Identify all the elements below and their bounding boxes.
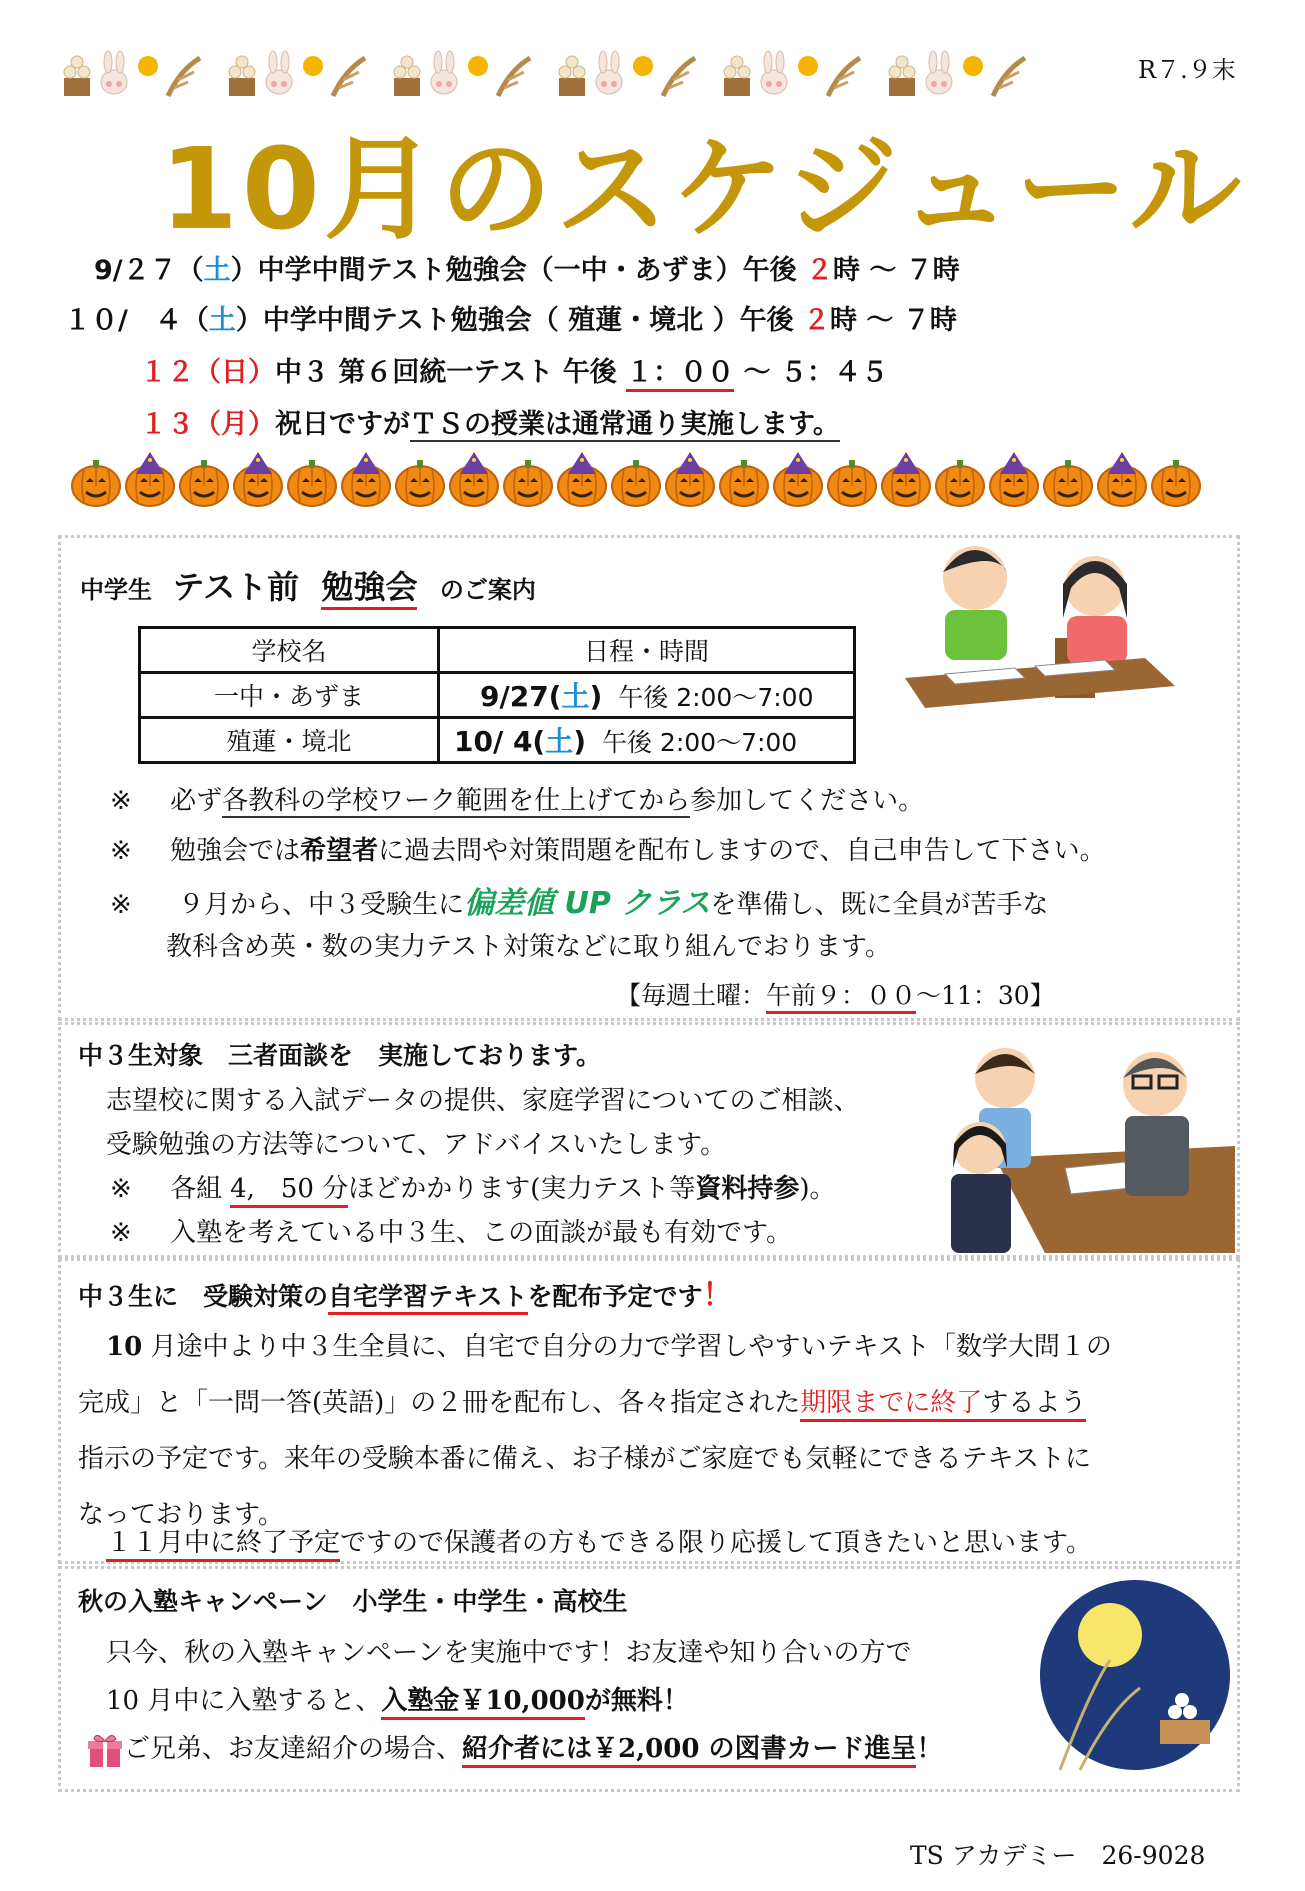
event-date: 9/２７ xyxy=(94,255,177,286)
campaign-text-part: ！ xyxy=(916,1734,943,1764)
schedule-time: 午後 2:00～7:00 xyxy=(601,728,798,757)
schedule-paren: ) xyxy=(573,725,587,758)
event-text: 中３ 第６回統一テスト 午後 xyxy=(275,357,617,388)
parent-interview-heading: 中３生対象 三者面談を 実施しております。 xyxy=(78,1041,602,1070)
exclamation: ！ xyxy=(702,1278,733,1313)
pumpkin-decoration-row xyxy=(70,452,1240,512)
event-row-1: 9/２７（土）中学中間テスト勉強会（一中・あずま）午後 ２時 ～ ７時 xyxy=(94,255,960,286)
table-row xyxy=(140,718,855,763)
interview-illustration xyxy=(935,1038,1235,1253)
table-header-row xyxy=(140,628,855,673)
note-mark: ※ xyxy=(110,786,132,816)
campaign-text xyxy=(106,1680,689,1717)
table-row xyxy=(140,673,855,718)
campaign-text-part: が無料！ xyxy=(584,1686,689,1716)
table-cell-school: 殖蓮・境北 xyxy=(140,718,439,763)
students-studying-illustration xyxy=(905,528,1195,708)
event-time-start: １：００ xyxy=(626,357,734,392)
note-bold: 希望者 xyxy=(300,836,379,866)
paragraph-line xyxy=(106,1326,1112,1363)
event-row-2: １０/ ４（土）中学中間テスト勉強会（ 殖蓮・境北 ）午後 ２時 ～ ７時 xyxy=(64,305,957,336)
referral-reward: 紹介者には￥2,000 の図書カード進呈 xyxy=(462,1734,916,1768)
interview-text: 志望校に関する入試データの提供、家庭学習についてのご相談、 xyxy=(106,1086,860,1116)
event-time: 時 ～ ７時 xyxy=(832,255,960,286)
note-line xyxy=(110,830,1106,867)
schedule-dow: 土 xyxy=(561,680,590,713)
heading-part: 中３生に 受験対策の xyxy=(78,1282,329,1311)
paragraph-text: 月途中より中３生全員に、自宅で自分の力で学習しやすいテキスト「数学大問１の xyxy=(150,1332,1112,1362)
note-text: 必ず xyxy=(170,786,223,816)
note-underlined: 各教科の学校ワーク範囲を仕上げてから xyxy=(222,786,691,816)
note-line: ※ 各組 4, 50 分ほどかかります(実力テスト等資料持参)。 xyxy=(110,1168,836,1205)
heading-part: のご案内 xyxy=(439,576,536,604)
deviation-up-class-label: 偏差値 UP クラス xyxy=(464,886,711,921)
event-dow: 土 xyxy=(203,255,231,286)
event-date: １０/ ４ xyxy=(64,305,182,336)
paragraph-text: 10 xyxy=(106,1332,143,1362)
moon-night-illustration xyxy=(1040,1570,1230,1780)
paragraph-line xyxy=(106,1522,1092,1559)
heading-part: 中学生 xyxy=(80,576,152,604)
study-session-table xyxy=(138,626,856,764)
paragraph-line: なっております。 xyxy=(78,1500,284,1530)
paragraph-text: するよう xyxy=(982,1388,1086,1422)
event-dow: 月 xyxy=(221,409,248,440)
study-session-heading xyxy=(80,562,536,608)
note-line xyxy=(110,878,1048,922)
footer-contact: TS アカデミー 26-9028 xyxy=(910,1841,1206,1870)
note-text: を準備し、既に全員が苦手な xyxy=(710,890,1049,920)
schedule-time: 午後 2:00～7:00 xyxy=(618,683,814,712)
note-text: ほどかかります(実力テスト等 xyxy=(348,1174,696,1204)
paragraph-line: 指示の予定です。来年の受験本番に備え、お子様がご家庭でも気軽にできるテキストに xyxy=(78,1444,1091,1474)
document-code: R７.９末 xyxy=(1138,56,1236,84)
note-text: ９月から、中３受験生に xyxy=(178,890,465,920)
note-mark: ※ xyxy=(110,836,132,866)
note-text: 勉強会では xyxy=(170,836,301,866)
event-note: ＴＳの授業は通常通り実施します。 xyxy=(410,409,840,440)
enrollment-fee: 入塾金￥10,000 xyxy=(381,1686,585,1720)
schedule-date: 10/ 4( xyxy=(454,725,546,758)
moon-viewing-icons xyxy=(60,48,1100,104)
table-cell-schedule xyxy=(439,718,855,763)
note-text: 各組 xyxy=(170,1174,223,1204)
note-line: ※ 入塾を考えている中３生、この面談が最も有効です。 xyxy=(110,1218,792,1248)
event-dow: 土 xyxy=(208,305,236,336)
heading-part: 自宅学習テキスト xyxy=(328,1282,528,1315)
paragraph-text: ですので保護者の方もできる限り応援して頂きたいと思います。 xyxy=(340,1528,1092,1558)
note-text: )。 xyxy=(799,1174,836,1204)
event-text: 中学中間テスト勉強会（一中・あずま）午後 xyxy=(257,255,797,286)
table-header: 日程・時間 xyxy=(439,628,855,673)
campaign-text-part: ご兄弟、お友達紹介の場合、 xyxy=(124,1734,463,1764)
table-header: 学校名 xyxy=(140,628,439,673)
heading-part: を配布予定です xyxy=(527,1282,703,1311)
campaign-heading: 秋の入塾キャンペーン 小学生・中学生・高校生 xyxy=(78,1587,628,1616)
gift-box-icon xyxy=(86,1731,124,1769)
weekly-text: ～11：30】 xyxy=(916,981,1055,1010)
event-time: 時 ～ ７時 xyxy=(830,305,957,336)
event-start: ２ xyxy=(803,305,831,336)
event-dow: 日 xyxy=(221,357,248,388)
event-time-end: ～ ５：４５ xyxy=(734,357,888,388)
event-row-4: １３（月）祝日ですがＴＳの授業は通常通り実施します。 xyxy=(140,409,840,440)
table-cell-school: 一中・あずま xyxy=(140,673,439,718)
weekly-schedule xyxy=(616,976,1055,1012)
note-text: に過去問や対策問題を配布しますので、自己申告して下さい。 xyxy=(378,836,1106,866)
event-text: 中学中間テスト勉強会（ 殖蓮・境北 ）午後 xyxy=(262,305,794,336)
home-study-heading xyxy=(78,1270,733,1314)
note-bold: 資料持参 xyxy=(695,1174,800,1204)
note-text: 教科含め英・数の実力テスト対策などに取り組んでおります。 xyxy=(166,932,891,962)
deadline-highlight: １１月中に終了予定 xyxy=(106,1528,340,1562)
table-cell-schedule xyxy=(439,673,855,718)
note-line xyxy=(110,780,924,817)
schedule-date: 9/27( xyxy=(480,680,562,713)
interview-text: 受験勉強の方法等について、アドバイスいたします。 xyxy=(106,1130,727,1160)
deadline-highlight: 期限までに終了 xyxy=(800,1388,982,1422)
campaign-text xyxy=(86,1728,943,1769)
schedule-paren: ) xyxy=(589,680,603,713)
page-title: 10月のスケジュール xyxy=(160,125,1246,255)
heading-part: テスト前 xyxy=(172,568,300,606)
paragraph-text: 完成」と「一問一答(英語)」の２冊を配布し、各々指定された xyxy=(78,1388,801,1418)
weekly-time: 午前９：００ xyxy=(766,981,916,1014)
autumn-decoration-row xyxy=(60,48,1100,104)
note-line xyxy=(166,926,891,963)
note-text: 入塾を考えている中３生、この面談が最も有効です。 xyxy=(170,1218,792,1248)
event-start: ２ xyxy=(805,255,833,286)
event-row-3: １２（日）中３ 第６回統一テスト 午後 １：００ ～ ５：４５ xyxy=(140,350,888,389)
weekly-text: 【毎週土曜： xyxy=(616,981,767,1010)
campaign-text-part: 10 月中に入塾すると、 xyxy=(106,1686,382,1716)
event-day: １３ xyxy=(140,409,194,440)
note-mark: ※ xyxy=(110,890,132,920)
heading-part: 勉強会 xyxy=(321,568,417,610)
paragraph-line xyxy=(78,1382,1086,1419)
schedule-dow: 土 xyxy=(545,725,574,758)
event-day: １２ xyxy=(140,357,194,388)
note-duration: 4, 50 分 xyxy=(230,1174,348,1208)
note-text: 参加してください。 xyxy=(690,786,925,816)
campaign-text: 只今、秋の入塾キャンペーンを実施中です！お友達や知り合いの方で xyxy=(106,1638,912,1668)
event-text: 祝日ですが xyxy=(275,409,410,440)
